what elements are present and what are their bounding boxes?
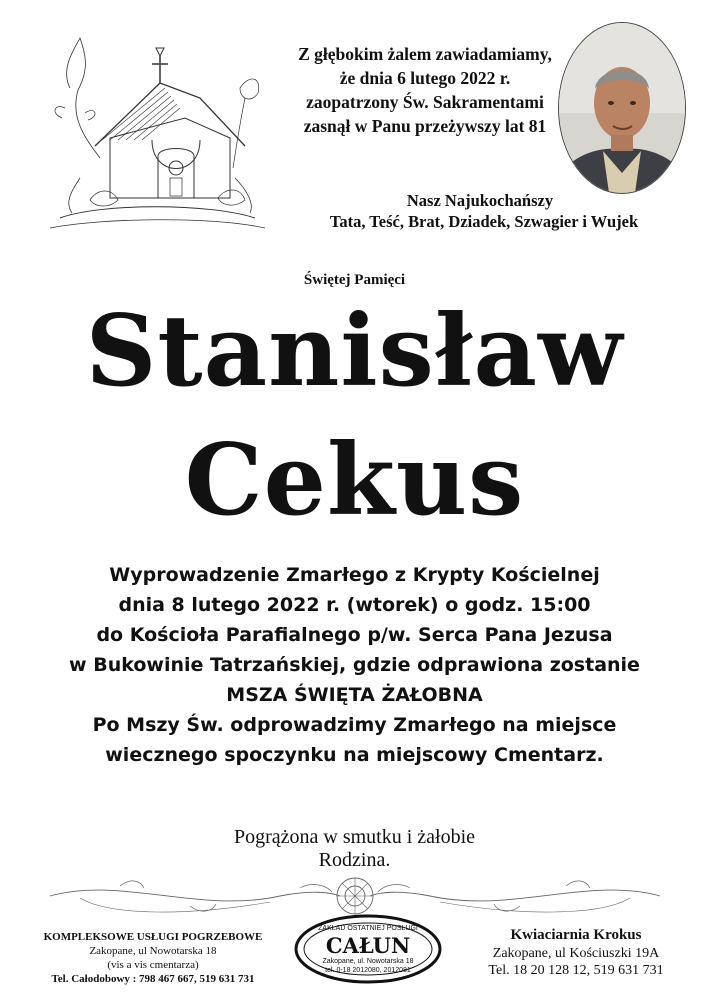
logo-brand: CAŁUN <box>325 933 411 958</box>
funeral-service-address: Zakopane, ul Nowotarska 18 <box>89 945 217 957</box>
relation-list: Tata, Teść, Brat, Dziadek, Szwagier i Wujek <box>329 212 639 231</box>
intro-line: zasnął w Panu przeżywszy lat 81 <box>303 116 547 136</box>
logo-phone: tel. 0-18 2012080, 2012081 <box>325 967 411 974</box>
funeral-service-title: KOMPLEKSOWE USŁUGI POGRZEBOWE <box>43 931 263 943</box>
calun-logo <box>292 913 444 985</box>
portrait-photo <box>558 22 686 194</box>
intro-line: Z głębokim żalem zawiadamiamy, <box>298 44 552 64</box>
chapel-sketch-icon <box>40 28 270 238</box>
funeral-service-info <box>12 930 294 986</box>
logo-address: Zakopane, ul. Nowotarska 18 <box>322 958 414 965</box>
memory-label: Świętej Pamięci <box>303 272 406 288</box>
details-line: Wyprowadzenie Zmarłego z Krypty Kościelnej <box>109 564 600 586</box>
mass-title: MSZA ŚWIĘTA ŻAŁOBNA <box>226 684 483 706</box>
announcement-intro <box>290 42 560 138</box>
intro-line: że dnia 6 lutego 2022 r. <box>339 68 511 88</box>
florist-info <box>447 926 705 979</box>
florist-phone: Tel. 18 20 128 12, 519 631 731 <box>488 963 664 978</box>
details-line: w Bukowinie Tatrzańskiej, gdzie odprawiona zostanie <box>69 654 640 676</box>
deceased-last-name: Cekus <box>184 423 525 538</box>
florist-title: Kwiaciarnia Krokus <box>510 927 642 943</box>
grief-line: Pogrążona w smutku i żałobie <box>233 826 476 848</box>
details-line: wiecznego spoczynku na miejscowy Cmentarz. <box>105 744 604 766</box>
intro-line: zaopatrzony Św. Sakramentami <box>306 92 544 112</box>
funeral-service-phone: Tel. Całodobowy : 798 467 667, 519 631 731 <box>51 973 255 985</box>
family-signature: Rodzina. <box>318 849 391 871</box>
details-line: do Kościoła Parafialnego p/w. Serca Pana Jezusa <box>96 624 613 646</box>
funeral-details <box>20 560 689 770</box>
florist-address: Zakopane, ul Kościuszki 19A <box>492 946 660 961</box>
logo-top-text: ZAKŁAD OSTATNIEJ POSŁUGI <box>318 925 418 932</box>
funeral-service-note: (vis a vis cmentarza) <box>107 959 199 971</box>
details-line: dnia 8 lutego 2022 r. (wtorek) o godz. 15:00 <box>118 594 591 616</box>
relation-heading: Nasz Najukochańszy <box>406 191 554 210</box>
deceased-first-name: Stanisław <box>85 294 624 409</box>
details-line: Po Mszy Św. odprowadzimy Zmarłego na miejsce <box>92 714 617 736</box>
